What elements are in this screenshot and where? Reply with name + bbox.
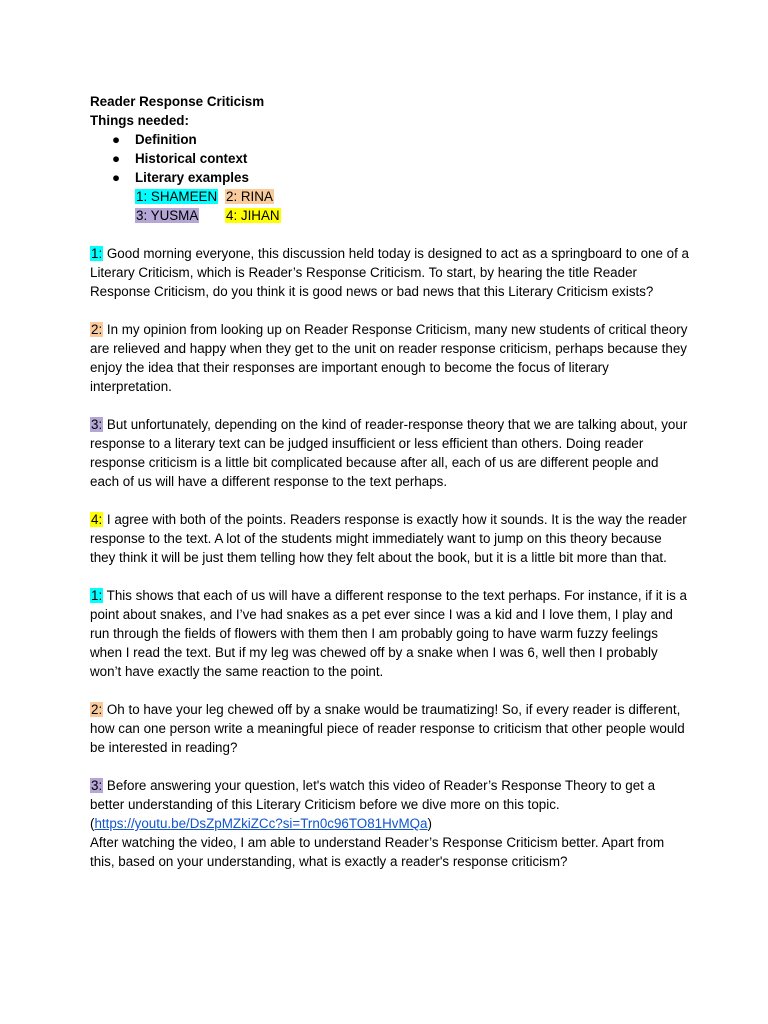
speaker-tag: 1: [91,588,103,603]
speaker-3-label: 3: YUSMA [136,208,199,223]
speaker-tag: 1: [91,246,103,261]
document-body [90,92,690,871]
speaker-1-label: 1: SHAMEEN [136,189,218,204]
speaker-tag: 4: [91,512,103,527]
dialogue-paragraph: 3: But unfortunately, depending on the kind of reader-response theory that we are talking about, your response to a literary text can be judged insufficient or less efficient than others. Doing reader response criticism is a little bit complicated because after all, each of us are different people and each of us will have a different response to the text perhaps. [90,417,688,489]
dialogue-paragraph: 4: I agree with both of the points. Readers response is exactly how it sounds. It is the way the reader response to the text. A lot of the students might immediately want to jump on this theory because they think it will be just them telling how they felt about the book, but it is a little bit more than that. [90,512,687,565]
things-needed-list [90,130,690,187]
speaker-tag: 2: [91,322,103,337]
list-item: ● Definition [112,132,197,147]
video-link[interactable]: https://youtu.be/DsZpMZkiZCc?si=Trn0c96TO81HvMQa [94,816,428,831]
speaker-tag: 3: [91,417,103,432]
speaker-2-label: 2: RINA [226,189,273,204]
speaker-4-label: 4: JIHAN [226,208,280,223]
speaker-tag: 3: [91,778,103,793]
document-title: Reader Response Criticism [90,94,265,109]
speaker-legend [90,187,690,225]
speaker-tag: 2: [91,702,103,717]
bullet-icon: ● [112,132,121,147]
dialogue-paragraph: 1: Good morning everyone, this discussion held today is designed to act as a springboard to one of a Literary Criticism, which is Reader’s Response Criticism. To start, by hearing the title Reader Response Criticism, do you think it is good news or bad news that this Literary Criticism exists? [90,246,689,299]
bullet-icon: ● [112,170,121,185]
bullet-icon: ● [112,151,121,166]
list-item: ● Literary examples [112,170,249,185]
closing-paragraph: After watching the video, I am able to understand Reader’s Response Criticism better. Apart from this, based on your understanding, what is exactly a reader's response criticism? [90,835,665,869]
things-needed-heading: Things needed: [90,113,189,128]
list-item: ● Historical context [112,151,248,166]
dialogue-paragraph: 3: Before answering your question, let's watch this video of Reader’s Response Theory to get a better understanding of this Literary Criticism before we dive more on this topic. (https://youtu.be/DsZpMZkiZCc?si=Trn0c96TO81HvMQa) After watching the video, I am able to understand Reader’s Response Criticism better. Apart from this, based on your understanding, what is exactly a reader's response criticism? [90,778,665,869]
dialogue-paragraph: 2: Oh to have your leg chewed off by a snake would be traumatizing! So, if every reader is different, how can one person write a meaningful piece of reader response to criticism that other people would be interested in reading? [90,702,685,755]
dialogue-paragraph: 1: This shows that each of us will have a different response to the text perhaps. For instance, if it is a point about snakes, and I’ve had snakes as a pet ever since I was a kid and I love them, I play and run through the fields of flowers with them then I am probably going to have warm fuzzy feelings when I read the text. But if my leg was chewed off by a snake when I was 6, well then I probably won’t have exactly the same reaction to the point. [90,588,687,679]
dialogue-paragraph: 2: In my opinion from looking up on Reader Response Criticism, many new students of critical theory are relieved and happy when they get to the unit on reader response criticism, perhaps because they enjoy the idea that their responses are important enough to become the focus of literary interpretation. [90,322,688,394]
